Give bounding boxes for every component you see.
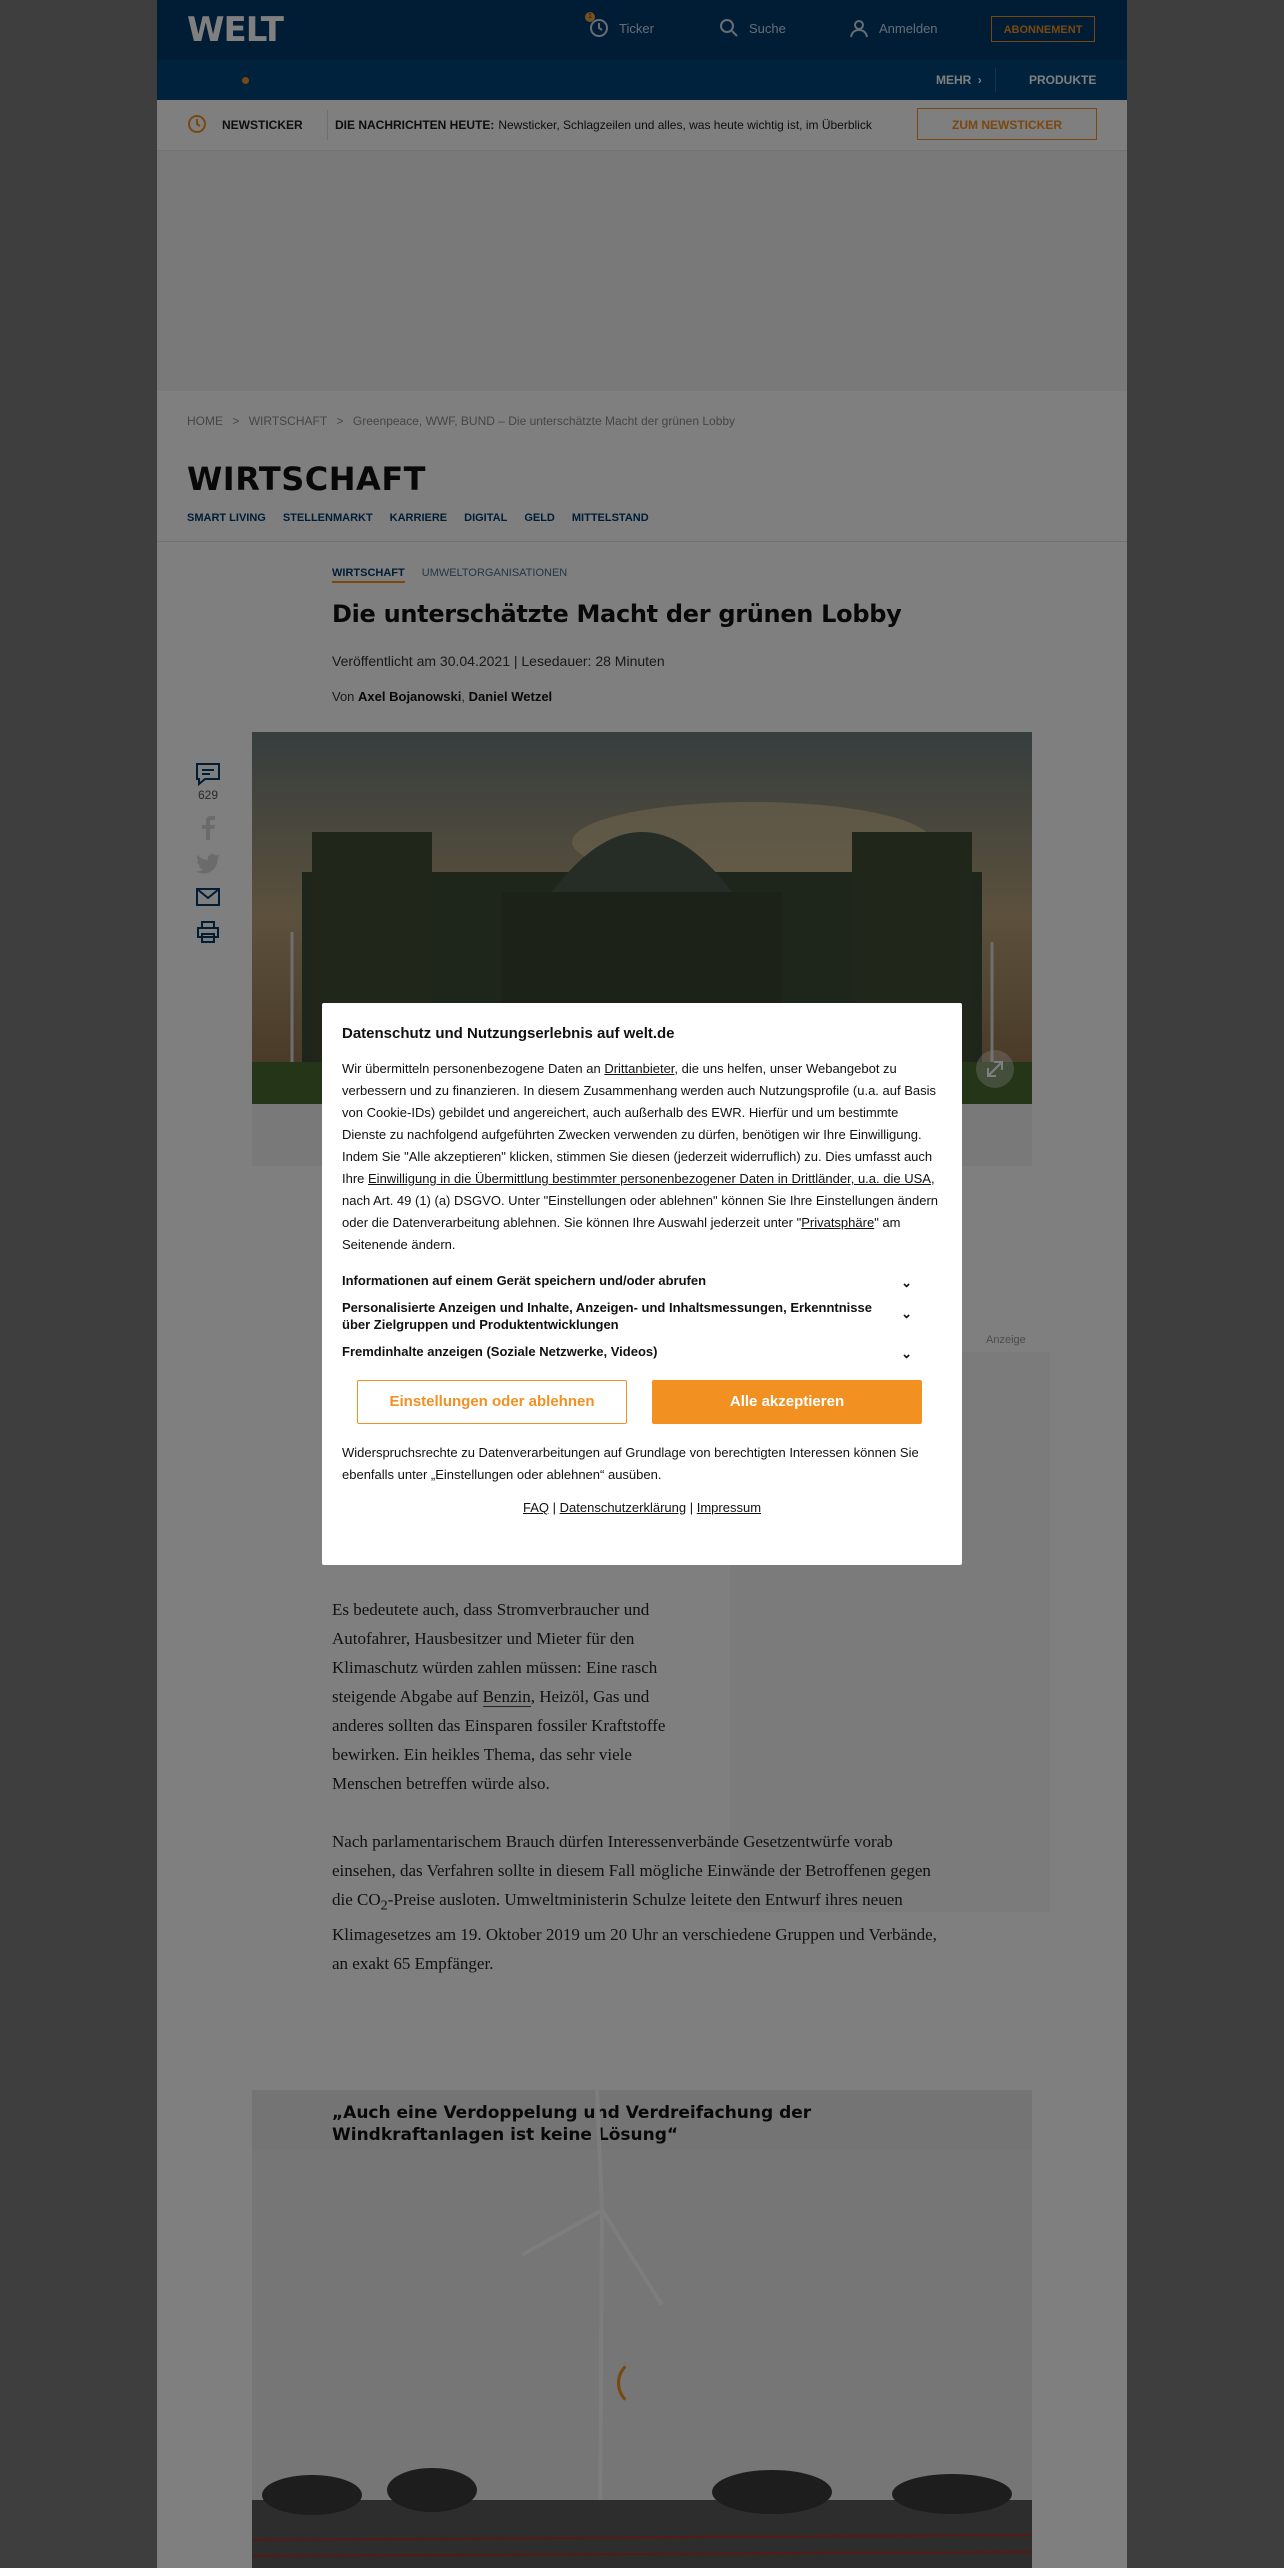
link-separator: |: [552, 1500, 556, 1515]
objection-note: Widerspruchsrechte zu Datenverarbeitungen auf Grundlage von berechtigten Interessen können Sie ebenfalls unter „Einstellungen oder ablehnen“ ausüben.: [342, 1445, 919, 1482]
purpose-item[interactable]: [342, 1272, 942, 1289]
consent-footer-links: [342, 1500, 942, 1515]
third-country-consent-link[interactable]: Einwilligung in die Übermittlung bestimmter personenbezogener Daten in Drittländer, u.a. die USA: [368, 1171, 931, 1186]
third-party-link[interactable]: Drittanbieter: [604, 1061, 675, 1076]
consent-dialog: [322, 1003, 962, 1565]
consent-buttons: [342, 1380, 942, 1424]
purpose-label: Personalisierte Anzeigen und Inhalte, Anzeigen- und Inhaltsmessungen, Erkenntnisse über Zielgruppen und Produktentwicklungen: [342, 1300, 872, 1332]
accept-all-button[interactable]: Alle akzeptieren: [652, 1380, 922, 1424]
faq-link[interactable]: FAQ: [522, 1500, 549, 1515]
privacy-settings-link[interactable]: Privatsphäre: [801, 1215, 875, 1230]
purpose-label: Informationen auf einem Gerät speichern und/oder abrufen: [342, 1273, 707, 1288]
purpose-item[interactable]: [342, 1343, 942, 1360]
link-separator: |: [689, 1500, 694, 1515]
consent-title: Datenschutz und Nutzungserlebnis auf welt.de: [342, 1025, 675, 1042]
privacy-policy-link[interactable]: Datenschutzerklärung: [559, 1500, 687, 1515]
imprint-link[interactable]: Impressum: [696, 1500, 762, 1515]
settings-or-reject-button[interactable]: Einstellungen oder ablehnen: [357, 1380, 627, 1424]
purpose-label: Fremdinhalte anzeigen (Soziale Netzwerke, Videos): [342, 1344, 658, 1359]
chevron-down-icon: ⌄: [901, 1306, 912, 1321]
chevron-down-icon: ⌄: [901, 1346, 912, 1361]
chevron-down-icon: ⌄: [901, 1275, 912, 1290]
purpose-item[interactable]: [342, 1299, 942, 1333]
consent-intro: Wir übermitteln personenbezogene Daten an Drittanbieter, die uns helfen, unser Webangebot zu verbessern und zu finanzieren. In diesem Zusammenhang werden auch Nutzungsprofile (u.a. auf Basis von Cookie-IDs) gebildet und angereichert, auch außerhalb des EWR. Hierfür und um bestimmte Dienste zu nachfolgend aufgeführten Zwecken verwenden zu dürfen, benötigen wir Ihre Einwilligung. Indem Sie "Alle akzeptieren" klicken, stimmen Sie diesen (jederzeit widerruflich) zu. Dies umfasst auch Ihre Einwilligung in die Übermittlung bestimmter personenbezogener Daten in Drittländer, u.a. die USA, nach Art. 49 (1) (a) DSGVO. Unter "Einstellungen oder ablehnen" können Sie Ihre Einstellungen ändern oder die Datenverarbeitung ablehnen. Sie können Ihre Auswahl jederzeit unter "Privatsphäre" am Seitenende ändern.: [342, 1061, 939, 1252]
consent-purposes: [342, 1272, 942, 1360]
